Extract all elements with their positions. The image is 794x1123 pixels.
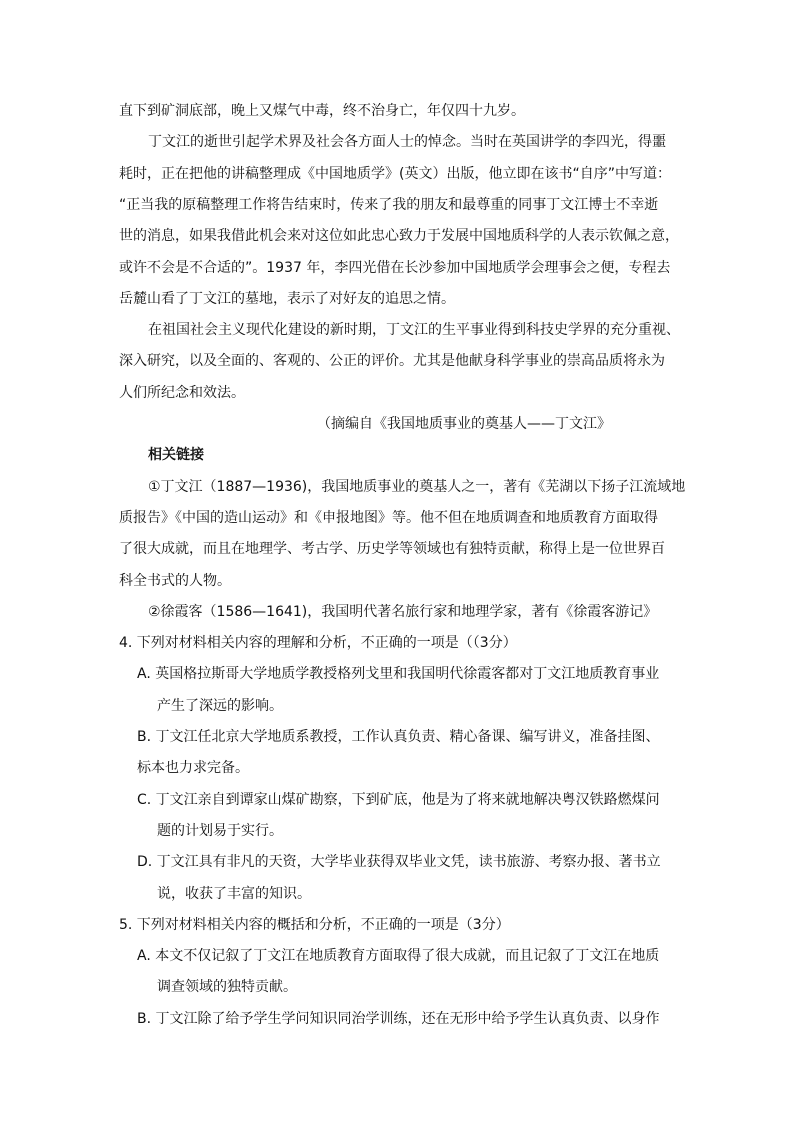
body-text-line: “正当我的原稿整理工作将告结束时，传来了我的朋友和最尊重的同事丁文江博士不幸逝 bbox=[119, 196, 659, 213]
answer-option-line: A. 本文不仅记叙了丁文江在地质教育方面取得了很大成就，而且记叙了丁文江在地质 bbox=[137, 948, 660, 965]
answer-option-continuation: 产生了深远的影响。 bbox=[157, 697, 283, 714]
paragraph-first-line: ②徐霞客（1586—1641)，我国明代著名旅行家和地理学家，著有《徐霞客游记》 bbox=[148, 603, 658, 620]
question-line: 4. 下列对材料相关内容的理解和分析，不正确的一项是（（3分） bbox=[119, 635, 517, 652]
answer-option-line: C. 丁文江亲自到谭家山煤矿勘察，下到矿底，他是为了将来就地解决粤汉铁路燃煤问 bbox=[137, 791, 660, 808]
paragraph-first-line: ①丁文江（1887—1936)，我国地质事业的奠基人之一，著有《芜湖以下扬子江流域地 bbox=[148, 478, 686, 495]
section-heading: 相关链接 bbox=[148, 447, 204, 464]
body-text-line: 人们所纪念和效法。 bbox=[119, 384, 245, 401]
body-text-line: 深入研究，以及全面的、客观的、公正的评价。尤其是他献身科学事业的崇高品质将永为 bbox=[119, 353, 665, 370]
answer-option-continuation: 题的计划易于实行。 bbox=[157, 822, 283, 839]
answer-option-line: B. 丁文江除了给予学生学问知识同治学训练，还在无形中给予学生认真负责、以身作 bbox=[137, 1010, 660, 1027]
answer-option-line: A. 英国格拉斯哥大学地质学教授格列戈里和我国明代徐霞客都对丁文江地质教育事业 bbox=[137, 666, 660, 683]
body-text-line: 岳麓山看了丁文江的墓地，表示了对好友的追思之情。 bbox=[119, 290, 455, 307]
paragraph-first-line: 在祖国社会主义现代化建设的新时期，丁文江的生平事业得到科技史学界的充分重视、 bbox=[148, 322, 680, 339]
answer-option-continuation: 说，收获了丰富的知识。 bbox=[157, 885, 311, 902]
body-text-line: 了很大成就，而且在地理学、考古学、历史学等领域也有独特贡献，称得上是一位世界百 bbox=[119, 541, 665, 558]
body-text-line: 或许不会是不合适的”。1937 年，李四光借在长沙参加中国地质学会理事会之便，专程去 bbox=[119, 259, 671, 276]
paragraph-first-line: 丁文江的逝世引起学术界及社会各方面人士的悼念。当时在英国讲学的李四光，得噩 bbox=[148, 134, 666, 151]
answer-option-line: D. 丁文江具有非凡的天资，大学毕业获得双毕业文凭，读书旅游、考察办报、著书立 bbox=[137, 854, 661, 871]
question-line: 5. 下列对材料相关内容的概括和分析，不正确的一项是（3分） bbox=[119, 916, 510, 933]
answer-option-line: 标本也力求完备。 bbox=[137, 760, 249, 777]
source-citation: （摘编自《我国地质事业的奠基人——丁文江》 bbox=[317, 416, 611, 432]
body-text-line: 质报告》《中国的造山运动》和《申报地图》等。他不但在地质调查和地质教育方面取得 bbox=[119, 509, 658, 526]
answer-option-line: B. 丁文江任北京大学地质系教授，工作认真负责、精心备课、编写讲义，准备挂图、 bbox=[137, 729, 660, 745]
answer-option-continuation: 调查领域的独特贡献。 bbox=[157, 979, 297, 996]
body-text-line: 科全书式的人物。 bbox=[119, 572, 231, 589]
body-text-line: 耗时，正在把他的讲稿整理成《中国地质学》(英文）出版，他立即在该书“自序”中写道： bbox=[119, 165, 671, 182]
body-text-line: 直下到矿洞底部，晚上又煤气中毒，终不治身亡，年仅四十九岁。 bbox=[119, 103, 525, 119]
body-text-line: 世的消息，如果我借此机会来对这位如此忠心致力于发展中国地质科学的人表示钦佩之意， bbox=[119, 228, 679, 245]
